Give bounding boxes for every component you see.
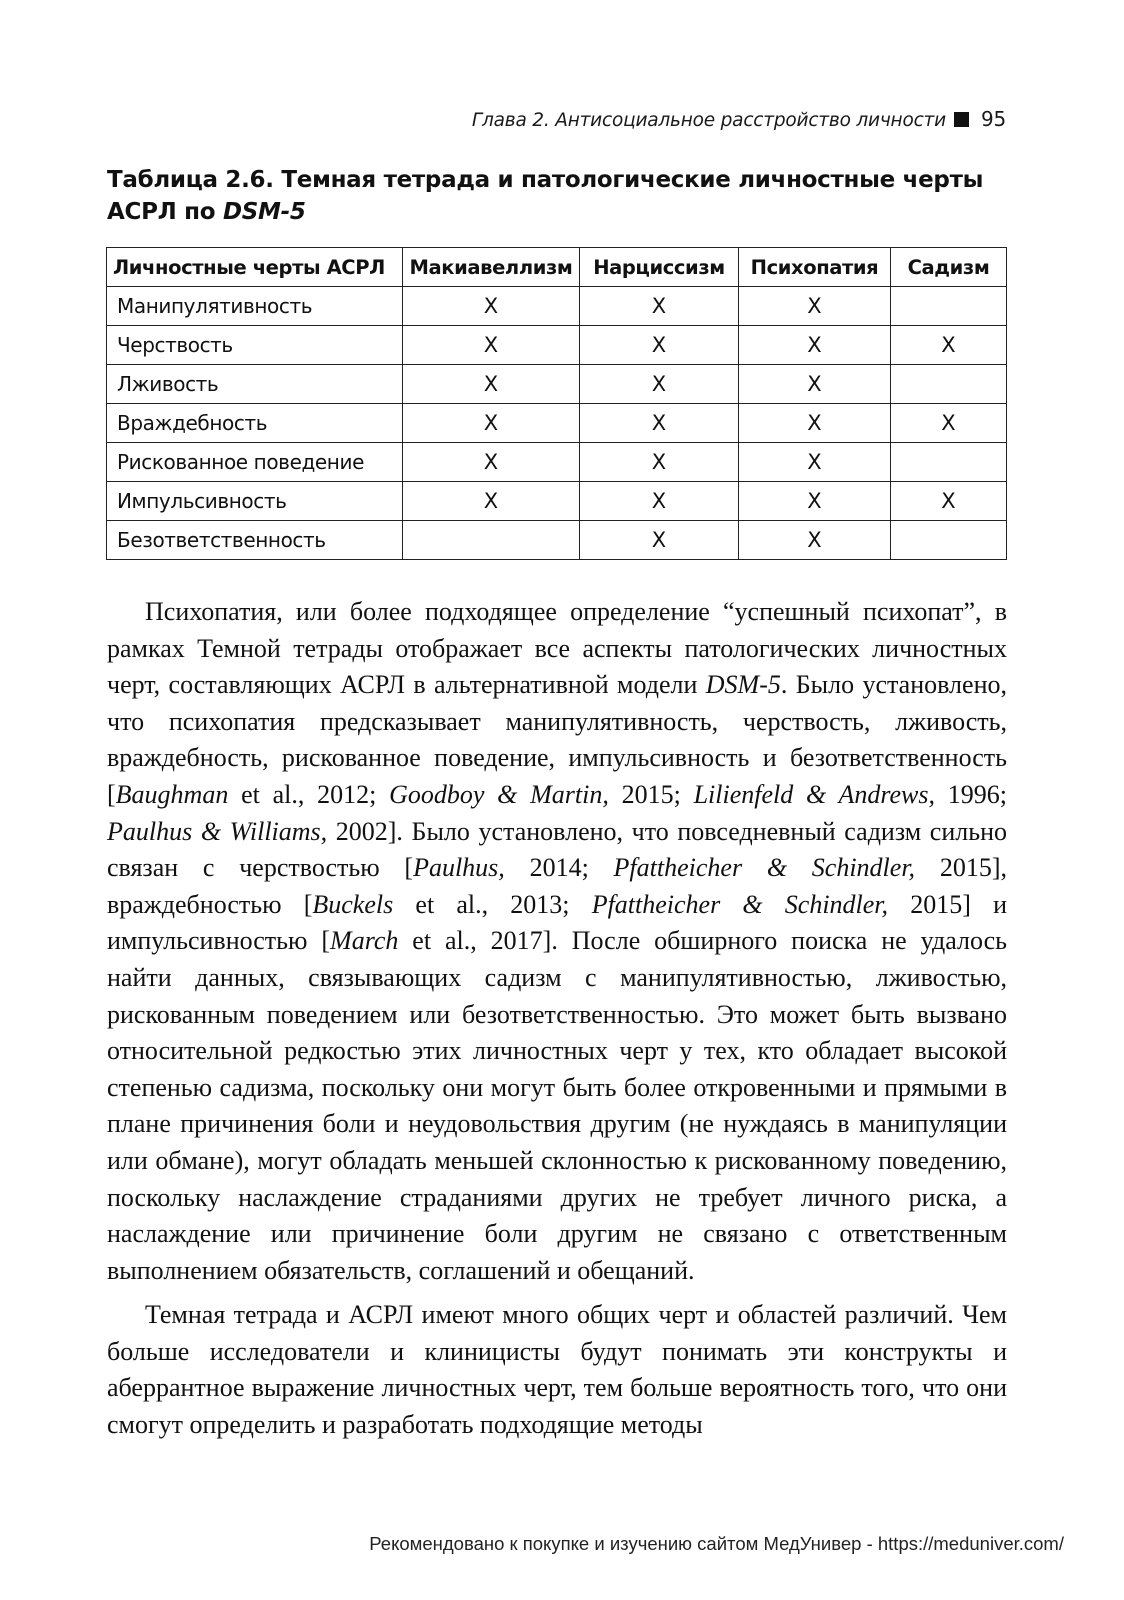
column-header: Нарциссизм bbox=[580, 248, 739, 287]
text-run: 2015; bbox=[608, 779, 694, 809]
table-caption-text: Таблица 2.6. Темная тетрада и патологические личностные черты АСРЛ по bbox=[107, 167, 984, 225]
running-title: Глава 2. Антисоциальное расстройство личности bbox=[471, 110, 946, 131]
table-row bbox=[107, 521, 1007, 560]
text-run: et al., 2013; bbox=[393, 889, 592, 919]
trait-mark: X bbox=[580, 326, 739, 365]
table-row bbox=[107, 482, 1007, 521]
trait-mark: X bbox=[739, 404, 891, 443]
text-run: Психопатия, или более подходящее определение “успешный психопат”, в рамках Темной тетрады отображает все аспекты патологических личностных черт, составляющих АСРЛ в альтернативной модели bbox=[107, 597, 1007, 700]
trait-mark bbox=[891, 287, 1007, 326]
text-run: 1996; bbox=[935, 779, 1007, 809]
italic-citation: Baughman bbox=[115, 779, 229, 809]
trait-mark: X bbox=[403, 482, 580, 521]
trait-name: Черствость bbox=[107, 326, 403, 365]
text-run: et al., 2017]. После обширного поиска не удалось найти данных, связывающих садизм с манипулятивностью, лживостью, рискованным поведением или безответственностью. Это может быть вызвано относительной редкостью этих личностных черт у тех, кто обладает высокой степенью садизма, поскольку они могут быть более откровенными и прямыми в плане причинения боли и неудовольствия другим (не нуждаясь в манипуляции или обмане), могут обладать меньшей склонностью к рискованному поведению, поскольку наслаждение страданиями других не требует личного риска, а наслаждение или причинение боли другим не связано с ответственным выполнением обязательств, соглашений и обещаний. bbox=[107, 926, 1007, 1285]
trait-mark: X bbox=[739, 482, 891, 521]
text-run: 2002]. Было установлено, что повседневный садизм сильно связан с черствостью [ bbox=[107, 816, 1007, 883]
trait-mark bbox=[891, 443, 1007, 482]
trait-name: Импульсивность bbox=[107, 482, 403, 521]
text-run: . Было установлено, что психопатия предсказывает манипулятивность, черствость, лживость, враждебность, рискованное поведение, импульсивность и безответственность [ bbox=[107, 670, 1007, 809]
trait-name: Лживость bbox=[107, 365, 403, 404]
page-number: 95 bbox=[980, 107, 1006, 131]
trait-mark bbox=[891, 365, 1007, 404]
table-caption-dsm: DSM-5 bbox=[222, 199, 306, 225]
traits-table bbox=[106, 247, 1007, 560]
paragraph-dark-tetrad: Темная тетрада и АСРЛ имеют много общих черт и областей различий. Чем больше исследователи и клиницисты будут понимать эти конструкты и аберрантное выражение личностных черт, тем больше вероятность того, что они смогут определить и разработать подходящие методы bbox=[107, 1300, 1007, 1440]
trait-mark: X bbox=[403, 443, 580, 482]
trait-mark: X bbox=[403, 287, 580, 326]
trait-name: Безответственность bbox=[107, 521, 403, 560]
italic-citation: Pfattheicher & Schindler, bbox=[613, 853, 916, 883]
trait-mark: X bbox=[739, 365, 891, 404]
table-row bbox=[107, 365, 1007, 404]
table-header-row bbox=[107, 248, 1007, 287]
trait-mark: X bbox=[403, 326, 580, 365]
body-text bbox=[107, 594, 1007, 1444]
text-run: et al., 2012; bbox=[228, 779, 390, 809]
italic-citation: Paulhus, bbox=[413, 853, 505, 883]
italic-citation: Pfattheicher & Schindler, bbox=[591, 889, 889, 919]
column-header: Психопатия bbox=[739, 248, 891, 287]
italic-citation: Buckels bbox=[312, 889, 394, 919]
table-caption bbox=[107, 164, 1007, 228]
column-header: Личностные черты АСРЛ bbox=[107, 248, 403, 287]
text-run: 2015], враждебностью [ bbox=[107, 853, 1007, 919]
trait-name: Враждебность bbox=[107, 404, 403, 443]
italic-citation: DSM-5 bbox=[705, 670, 781, 700]
trait-mark: X bbox=[739, 287, 891, 326]
trait-mark: X bbox=[403, 404, 580, 443]
trait-mark: X bbox=[891, 326, 1007, 365]
table-row bbox=[107, 287, 1007, 326]
trait-mark: X bbox=[403, 365, 580, 404]
trait-mark: X bbox=[739, 326, 891, 365]
trait-mark bbox=[891, 521, 1007, 560]
trait-mark bbox=[403, 521, 580, 560]
footer-note: Рекомендовано к покупке и изучению сайтом МедУнивер - https://meduniver.com/ bbox=[369, 1533, 1064, 1554]
table-row bbox=[107, 404, 1007, 443]
trait-name: Рискованное поведение bbox=[107, 443, 403, 482]
trait-name: Манипулятивность bbox=[107, 287, 403, 326]
text-run: 2015] и импульсивностью [ bbox=[107, 889, 1007, 956]
trait-mark: X bbox=[739, 443, 891, 482]
trait-mark: X bbox=[580, 365, 739, 404]
paragraph-psychopathy bbox=[107, 594, 1007, 1289]
trait-mark: X bbox=[580, 443, 739, 482]
trait-mark: X bbox=[891, 404, 1007, 443]
trait-mark: X bbox=[891, 482, 1007, 521]
italic-citation: Lilienfeld & Andrews, bbox=[693, 779, 936, 809]
text-run: 2014; bbox=[504, 853, 614, 883]
trait-mark: X bbox=[580, 482, 739, 521]
trait-mark: X bbox=[580, 287, 739, 326]
table-row bbox=[107, 443, 1007, 482]
italic-citation: Goodboy & Martin, bbox=[389, 779, 609, 809]
column-header: Садизм bbox=[891, 248, 1007, 287]
table-row bbox=[107, 326, 1007, 365]
italic-citation: Paulhus & Williams, bbox=[107, 816, 328, 846]
square-bullet-icon bbox=[954, 112, 969, 127]
trait-mark: X bbox=[580, 404, 739, 443]
running-header bbox=[100, 107, 1006, 131]
column-header: Макиавеллизм bbox=[403, 248, 580, 287]
trait-mark: X bbox=[580, 521, 739, 560]
trait-mark: X bbox=[739, 521, 891, 560]
italic-citation: March bbox=[330, 926, 399, 956]
